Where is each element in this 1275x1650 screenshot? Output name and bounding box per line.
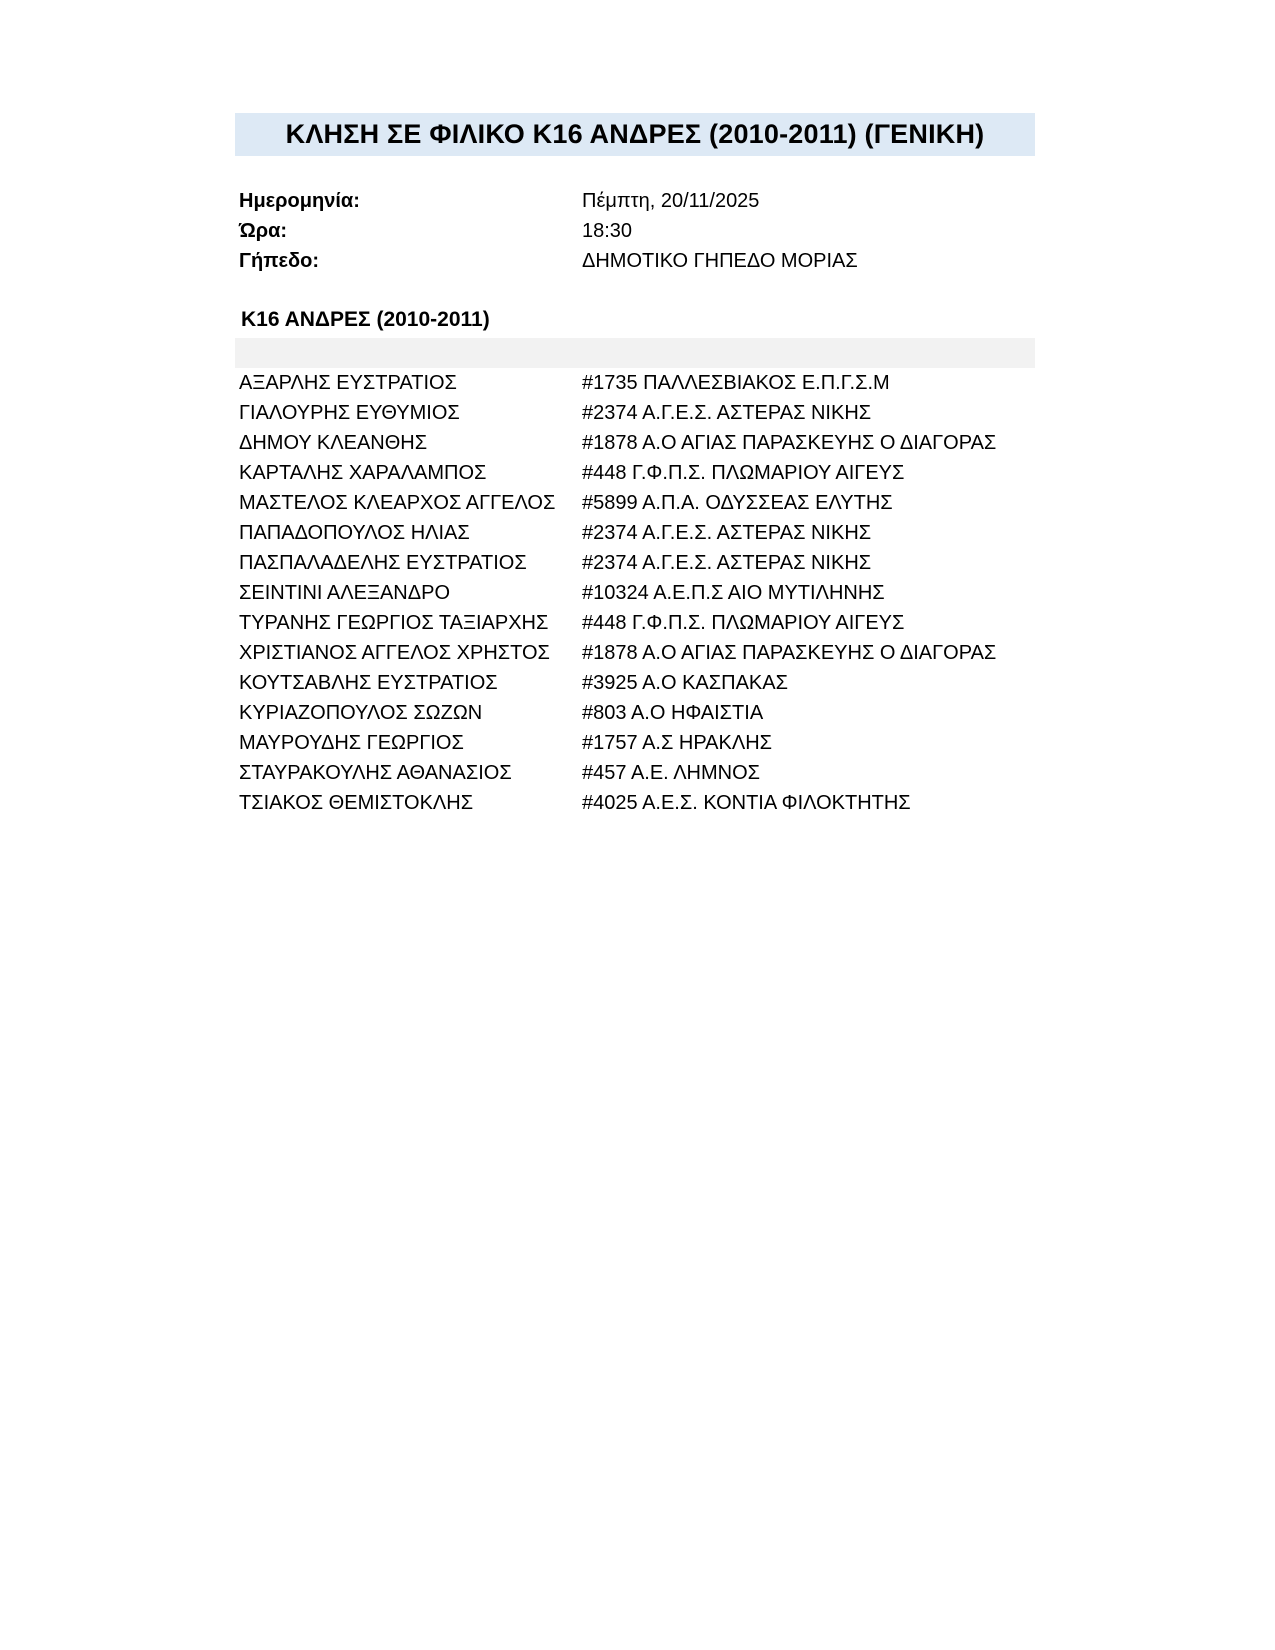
player-club: #1878 Α.Ο ΑΓΙΑΣ ΠΑΡΑΣΚΕΥΗΣ Ο ΔΙΑΓΟΡΑΣ bbox=[582, 641, 997, 664]
time-value: 18:30 bbox=[582, 219, 633, 242]
player-roster bbox=[239, 368, 1035, 818]
player-name: ΠΑΠΑΔΟΠΟΥΛΟΣ ΗΛΙΑΣ bbox=[239, 521, 470, 544]
player-club: #2374 Α.Γ.Ε.Σ. ΑΣΤΕΡΑΣ ΝΙΚΗΣ bbox=[582, 401, 872, 424]
section-divider-bar bbox=[235, 338, 1035, 368]
player-row bbox=[239, 428, 1035, 458]
venue-value: ΔΗΜΟΤΙΚΟ ΓΗΠΕΔΟ ΜΟΡΙΑΣ bbox=[582, 249, 858, 272]
player-row bbox=[239, 758, 1035, 788]
player-name: ΚΑΡΤΑΛΗΣ ΧΑΡΑΛΑΜΠΟΣ bbox=[239, 461, 487, 484]
player-club: #448 Γ.Φ.Π.Σ. ΠΛΩΜΑΡΙΟΥ ΑΙΓΕΥΣ bbox=[582, 611, 905, 634]
player-row bbox=[239, 578, 1035, 608]
player-name: ΤΥΡΑΝΗΣ ΓΕΩΡΓΙΟΣ ΤΑΞΙΑΡΧΗΣ bbox=[239, 611, 549, 634]
player-club: #2374 Α.Γ.Ε.Σ. ΑΣΤΕΡΑΣ ΝΙΚΗΣ bbox=[582, 551, 872, 574]
player-club: #3925 Α.Ο ΚΑΣΠΑΚΑΣ bbox=[582, 671, 788, 694]
time-row bbox=[239, 216, 1035, 246]
player-name: ΚΟΥΤΣΑΒΛΗΣ ΕΥΣΤΡΑΤΙΟΣ bbox=[239, 671, 498, 694]
player-name: ΜΑΣΤΕΛΟΣ ΚΛΕΑΡΧΟΣ ΑΓΓΕΛΟΣ bbox=[239, 491, 556, 514]
player-club: #448 Γ.Φ.Π.Σ. ΠΛΩΜΑΡΙΟΥ ΑΙΓΕΥΣ bbox=[582, 461, 905, 484]
player-name: ΧΡΙΣΤΙΑΝΟΣ ΑΓΓΕΛΟΣ ΧΡΗΣΤΟΣ bbox=[239, 641, 550, 664]
venue-row bbox=[239, 246, 1035, 276]
player-row bbox=[239, 398, 1035, 428]
match-info bbox=[239, 186, 1035, 276]
player-row bbox=[239, 608, 1035, 638]
player-row bbox=[239, 548, 1035, 578]
date-value: Πέμπτη, 20/11/2025 bbox=[582, 189, 760, 212]
title-bar bbox=[235, 113, 1035, 156]
player-name: ΜΑΥΡΟΥΔΗΣ ΓΕΩΡΓΙΟΣ bbox=[239, 731, 464, 754]
player-club: #5899 Α.Π.Α. ΟΔΥΣΣΕΑΣ ΕΛΥΤΗΣ bbox=[582, 491, 893, 514]
section-title: Κ16 ΑΝΔΡΕΣ (2010-2011) bbox=[241, 308, 490, 331]
player-club: #4025 Α.Ε.Σ. ΚΟΝΤΙΑ ΦΙΛΟΚΤΗΤΗΣ bbox=[582, 791, 911, 814]
player-name: ΑΞΑΡΛΗΣ ΕΥΣΤΡΑΤΙΟΣ bbox=[239, 371, 457, 394]
player-club: #1878 Α.Ο ΑΓΙΑΣ ΠΑΡΑΣΚΕΥΗΣ Ο ΔΙΑΓΟΡΑΣ bbox=[582, 431, 997, 454]
venue-label: Γήπεδο: bbox=[239, 249, 320, 272]
player-row bbox=[239, 458, 1035, 488]
player-row bbox=[239, 728, 1035, 758]
player-club: #1735 ΠΑΛΛΕΣΒΙΑΚΟΣ Ε.Π.Γ.Σ.Μ bbox=[582, 371, 890, 394]
player-name: ΣΕΙΝΤΙΝΙ ΑΛΕΞΑΝΔΡΟ bbox=[239, 581, 451, 604]
player-name: ΚΥΡΙΑΖΟΠΟΥΛΟΣ ΣΩΖΩΝ bbox=[239, 701, 483, 724]
player-club: #10324 Α.Ε.Π.Σ ΑΙΟ ΜΥΤΙΛΗΝΗΣ bbox=[582, 581, 885, 604]
player-name: ΓΙΑΛΟΥΡΗΣ ΕΥΘΥΜΙΟΣ bbox=[239, 401, 460, 424]
player-row bbox=[239, 788, 1035, 818]
player-row bbox=[239, 488, 1035, 518]
player-name: ΔΗΜΟΥ ΚΛΕΑΝΘΗΣ bbox=[239, 431, 428, 454]
player-name: ΠΑΣΠΑΛΑΔΕΛΗΣ ΕΥΣΤΡΑΤΙΟΣ bbox=[239, 551, 527, 574]
player-row bbox=[239, 518, 1035, 548]
time-label: Ώρα: bbox=[239, 219, 288, 242]
player-row bbox=[239, 668, 1035, 698]
player-club: #803 Α.Ο ΗΦΑΙΣΤΙΑ bbox=[582, 701, 764, 724]
player-row bbox=[239, 368, 1035, 398]
player-club: #2374 Α.Γ.Ε.Σ. ΑΣΤΕΡΑΣ ΝΙΚΗΣ bbox=[582, 521, 872, 544]
player-club: #1757 Α.Σ ΗΡΑΚΛΗΣ bbox=[582, 731, 773, 754]
player-name: ΤΣΙΑΚΟΣ ΘΕΜΙΣΤΟΚΛΗΣ bbox=[239, 791, 474, 814]
page-title: ΚΛΗΣΗ ΣΕ ΦΙΛΙΚΟ Κ16 ΑΝΔΡΕΣ (2010-2011) (ΓΕΝΙΚΗ) bbox=[285, 119, 985, 149]
player-club: #457 Α.Ε. ΛΗΜΝΟΣ bbox=[582, 761, 761, 784]
player-row bbox=[239, 638, 1035, 668]
player-name: ΣΤΑΥΡΑΚΟΥΛΗΣ ΑΘΑΝΑΣΙΟΣ bbox=[239, 761, 512, 784]
player-row bbox=[239, 698, 1035, 728]
date-row bbox=[239, 186, 1035, 216]
date-label: Ημερομηνία: bbox=[239, 189, 360, 212]
